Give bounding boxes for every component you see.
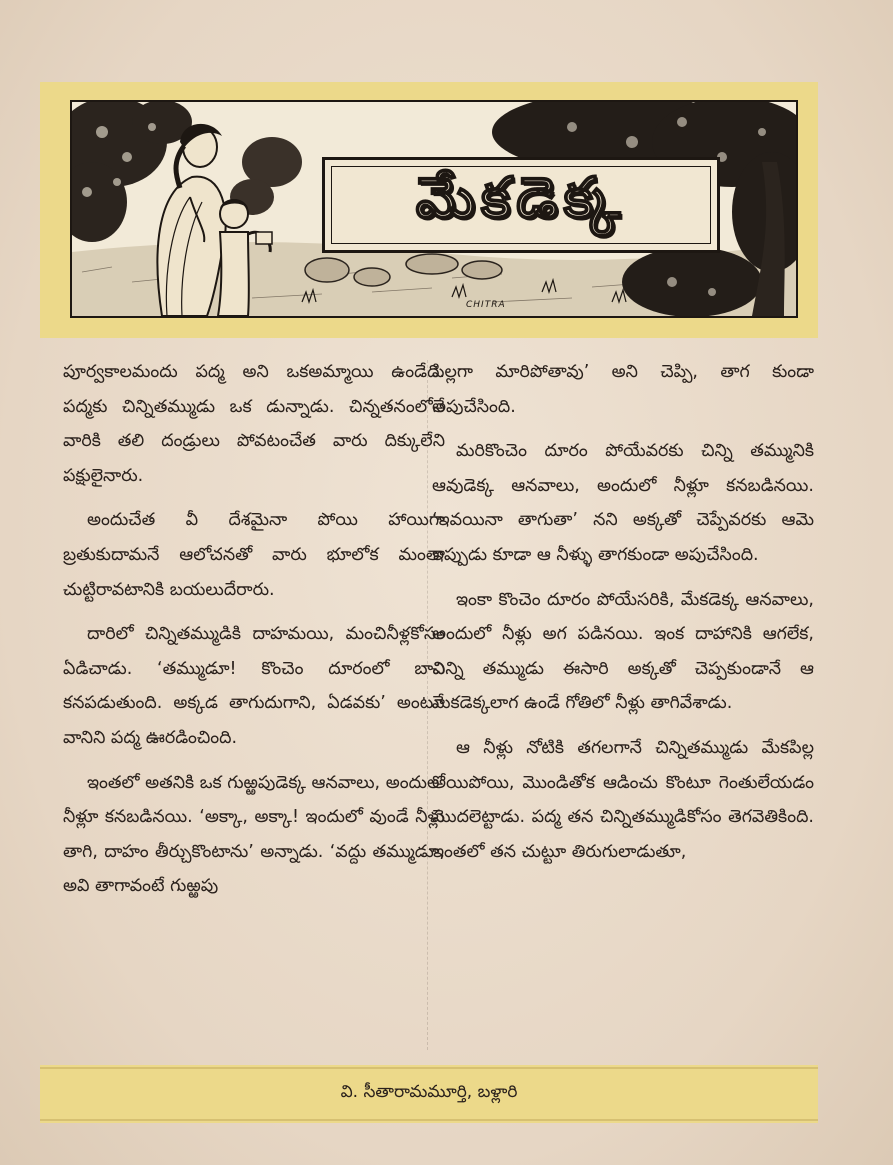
- column-gutter: [427, 360, 428, 1050]
- paragraph: పూర్వకాలమందు పద్మ అని ఒకఅమ్మాయి ఉండేది. పద్మకు చిన్నితమ్ముడు ఒక డున్నాడు. చిన్నతనంలోనే వారికి తలి దండ్రులు పోవటంచేత వారు దిక్కులేని పక్షులైనారు.: [63, 362, 445, 486]
- artist-signature: CHITRA: [466, 300, 506, 310]
- paragraph: ఆ నీళ్లు నోటికి తగలగానే చిన్నితమ్ముడు మేకపిల్ల అయిపోయి, మొండితోక ఆడించు కొంటూ గెంతులేయడం మొదలెట్టాడు. పద్మ తన చిన్నితమ్ముడికోసం తెగవెతికింది. ఇంతలో తన చుట్టూ తిరుగులాడుతూ,: [432, 737, 814, 862]
- paragraph: ఇంతలో అతనికి ఒక గుఱ్ఱపుడెక్క ఆనవాలు, అందులో నీళ్లూ కనబడినయి. ‘అక్కా, అక్కా! ఇందులో వుండే నీళ్లు తాగి, దాహం తీర్చుకొంటాను’ అన్నాడు. ‘వద్దు తమ్ముడూ, అవి తాగావంటే గుఱ్ఱపు: [63, 772, 445, 897]
- title-box: [322, 157, 720, 253]
- paragraph: అందుచేత వీ దేశమైనా పోయి హాయిగా బ్రతుకుదామనే ఆలోచనతో వారు భూలోక మంతా చుట్టిరావటానికి బయలుదేరారు.: [63, 510, 445, 600]
- paragraph: పిల్లగా మారిపోతావు’ అని చెప్పి, తాగ కుండా అపుచేసింది.: [432, 362, 814, 417]
- paragraph: మరికొంచెం దూరం పోయేవరకు చిన్ని తమ్మునికి ఆవుడెక్క ఆనవాలు, అందులో నీళ్లూ కనబడినయి. ‘ఇవయినా తాగుతా’ నని అక్కతో చెప్పేవరకు ఆమె ఇప్పుడు కూడా ఆ నీళ్ళు తాగకుండా అపుచేసింది.: [432, 441, 814, 565]
- author-byline: వి. సీతారామమూర్తి, బళ్లారి: [340, 1082, 518, 1102]
- left-column: [63, 355, 445, 914]
- paragraph: ఇంకా కొంచెం దూరం పోయేసరికి, మేకడెక్క ఆనవాలు, అందులో నీళ్లు అగ పడినయి. ఇంక దాహానికి ఆగలేక, చిన్ని తమ్ముడు ఈసారి అక్కతో చెప్పకుండానే ఆ మేకడెక్కలాగ ఉండే గోతిలో నీళ్లు తాగివేశాడు.: [432, 589, 814, 714]
- byline-band: [40, 1065, 818, 1123]
- right-column: [432, 355, 814, 879]
- story-title: మేకడెక్క: [415, 165, 627, 231]
- paragraph: దారిలో చిన్నితమ్ముడికి దాహమయి, మంచినీళ్లకోసం ఏడిచాడు. ‘తమ్ముడూ! కొంచెం దూరంలో బావి కనపడుతుంది. అక్కడ తాగుదుగాని, ఏడవకు’ అంటూ వానిని పద్మ ఊరడించింది.: [63, 624, 445, 748]
